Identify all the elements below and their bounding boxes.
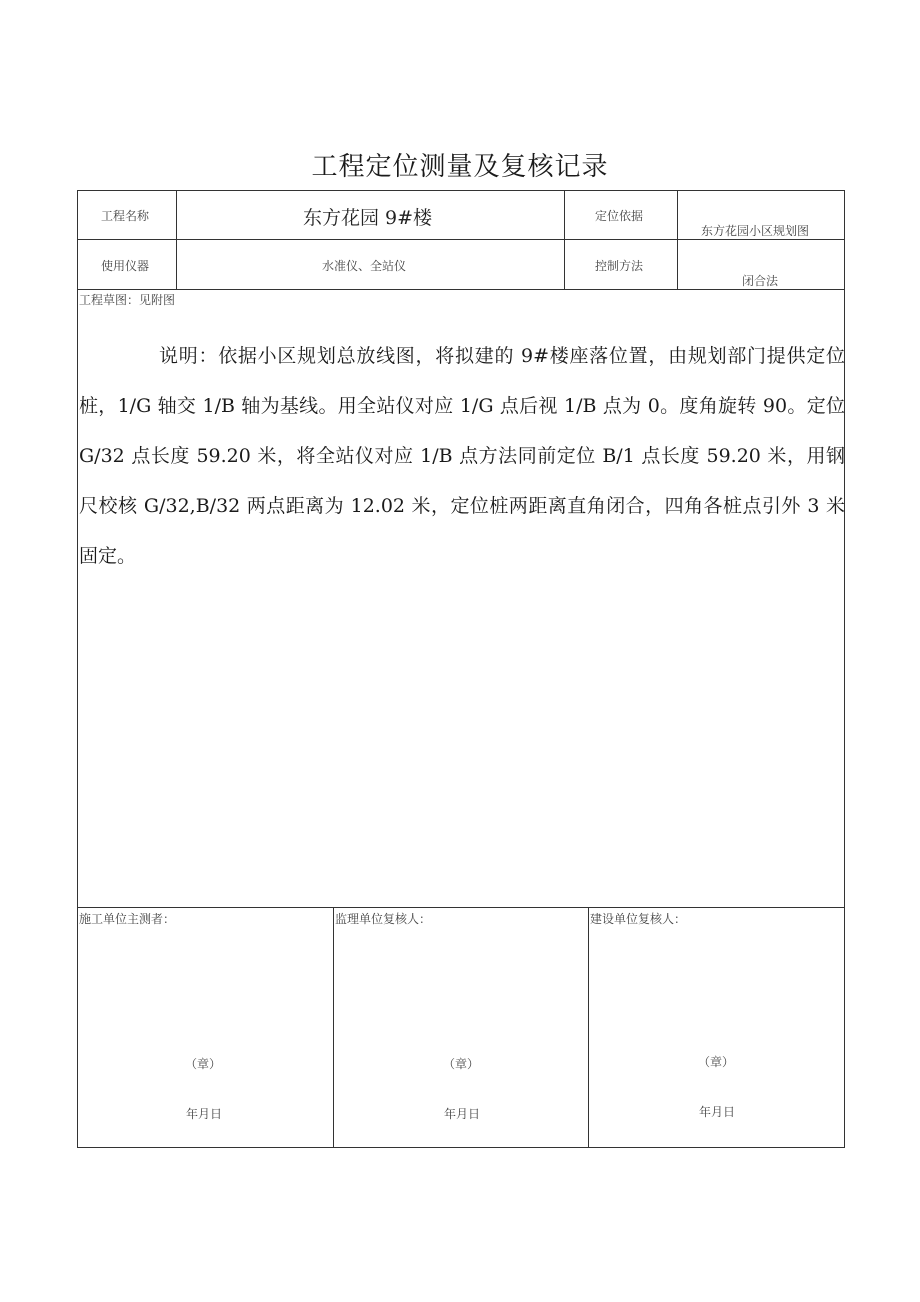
date-placeholder: 年月日 [185, 1107, 222, 1121]
column-divider [564, 191, 565, 289]
column-divider [333, 907, 334, 1148]
column-divider [677, 191, 678, 289]
supervisor-reviewer-label: 监理单位复核人： [335, 912, 432, 926]
column-divider [176, 191, 177, 289]
date-placeholder: 年月日 [443, 1107, 480, 1121]
control-method-label: 控制方法 [595, 259, 644, 273]
page-title: 工程定位测量及复核记录 [311, 152, 609, 182]
owner-reviewer-label: 建设单位复核人： [590, 912, 687, 926]
column-divider [588, 907, 589, 1148]
seal-placeholder: （章） [442, 1057, 479, 1071]
sketch-label: 工程草图：见附图 [79, 293, 176, 307]
seal-placeholder: （章） [184, 1057, 221, 1071]
instruments-value: 水准仪、全站仪 [322, 259, 407, 273]
project-name-label: 工程名称 [101, 209, 150, 223]
row-divider [78, 239, 844, 240]
contractor-surveyor-label: 施工单位主测者： [79, 912, 176, 926]
positioning-basis-value: 东方花园小区规划图 [701, 224, 810, 238]
record-form [77, 190, 845, 1148]
instruments-label: 使用仪器 [101, 259, 150, 273]
date-placeholder: 年月日 [698, 1105, 735, 1119]
control-method-value: 闭合法 [742, 274, 779, 288]
project-name-value: 东方花园 9#楼 [303, 207, 433, 229]
description-text: 说明：依据小区规划总放线图，将拟建的 9#楼座落位置，由规划部门提供定位桩，1/G 轴交 1/B 轴为基线。用全站仪对应 1/G 点后视 1/B 点为 0。度角旋转 90。定位 G/32 点长度 59.20 米，将全站仪对应 1/B 点方法同前定位 B/1 点长度 59.20 米，用钢尺校核 G/32,B/32 两点距离为 12.02 米，定位桩两距离直角闭合，四角各桩点引外 3 米固定。 [79, 345, 845, 567]
row-divider [78, 289, 844, 290]
positioning-basis-label: 定位依据 [595, 209, 644, 223]
seal-placeholder: （章） [697, 1055, 734, 1069]
row-divider [78, 907, 844, 908]
